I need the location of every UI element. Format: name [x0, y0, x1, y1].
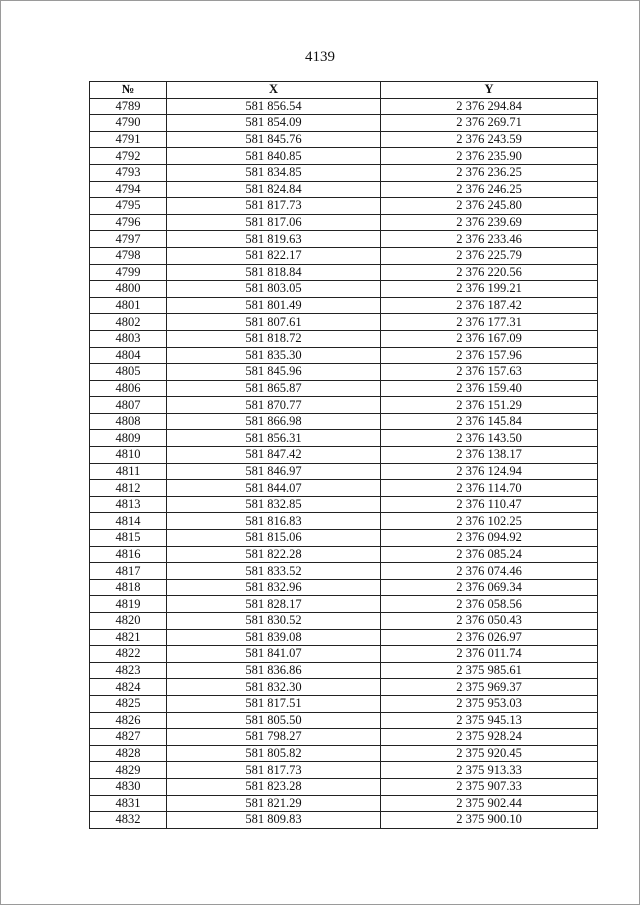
y-coordinate-cell: 2 376 151.29: [381, 397, 598, 414]
table-row: [90, 530, 598, 547]
table-row: [90, 729, 598, 746]
y-coordinate-cell: 2 376 058.56: [381, 596, 598, 613]
x-coordinate-cell: 581 834.85: [167, 164, 381, 181]
x-coordinate-cell: 581 828.17: [167, 596, 381, 613]
x-coordinate-cell: 581 819.63: [167, 231, 381, 248]
y-coordinate-cell: 2 376 246.25: [381, 181, 598, 198]
x-coordinate-cell: 581 801.49: [167, 297, 381, 314]
table-row: [90, 712, 598, 729]
x-coordinate-cell: 581 822.28: [167, 546, 381, 563]
x-coordinate-cell: 581 823.28: [167, 778, 381, 795]
point-number-cell: 4799: [90, 264, 167, 281]
table-row: [90, 231, 598, 248]
y-coordinate-cell: 2 375 928.24: [381, 729, 598, 746]
y-coordinate-cell: 2 376 177.31: [381, 314, 598, 331]
page-number: 4139: [305, 49, 335, 65]
table-row: [90, 430, 598, 447]
point-number-cell: 4802: [90, 314, 167, 331]
x-coordinate-cell: 581 847.42: [167, 447, 381, 464]
point-number-cell: 4829: [90, 762, 167, 779]
y-coordinate-cell: 2 375 913.33: [381, 762, 598, 779]
y-coordinate-cell: 2 376 269.71: [381, 115, 598, 132]
table-row: [90, 297, 598, 314]
point-number-cell: 4803: [90, 330, 167, 347]
table-row: [90, 563, 598, 580]
x-coordinate-cell: 581 817.06: [167, 214, 381, 231]
table-row: [90, 131, 598, 148]
table-row: [90, 679, 598, 696]
table-row: [90, 745, 598, 762]
x-coordinate-cell: 581 866.98: [167, 413, 381, 430]
x-coordinate-cell: 581 803.05: [167, 281, 381, 298]
x-coordinate-cell: 581 816.83: [167, 513, 381, 530]
y-coordinate-cell: 2 376 069.34: [381, 579, 598, 596]
x-coordinate-cell: 581 832.96: [167, 579, 381, 596]
y-coordinate-cell: 2 376 167.09: [381, 330, 598, 347]
point-number-cell: 4825: [90, 695, 167, 712]
point-number-cell: 4809: [90, 430, 167, 447]
x-coordinate-cell: 581 840.85: [167, 148, 381, 165]
table-row: [90, 795, 598, 812]
y-coordinate-cell: 2 376 233.46: [381, 231, 598, 248]
point-number-cell: 4790: [90, 115, 167, 132]
x-coordinate-cell: 581 839.08: [167, 629, 381, 646]
point-number-cell: 4815: [90, 530, 167, 547]
table-row: [90, 164, 598, 181]
y-coordinate-cell: 2 375 907.33: [381, 778, 598, 795]
table-row: [90, 264, 598, 281]
x-coordinate-cell: 581 824.84: [167, 181, 381, 198]
point-number-cell: 4806: [90, 380, 167, 397]
point-number-cell: 4811: [90, 463, 167, 480]
x-coordinate-cell: 581 846.97: [167, 463, 381, 480]
point-number-cell: 4800: [90, 281, 167, 298]
point-number-cell: 4816: [90, 546, 167, 563]
table-row: [90, 413, 598, 430]
header-number: №: [90, 82, 167, 99]
point-number-cell: 4808: [90, 413, 167, 430]
table-row: [90, 281, 598, 298]
table-row: [90, 330, 598, 347]
y-coordinate-cell: 2 376 235.90: [381, 148, 598, 165]
y-coordinate-cell: 2 375 902.44: [381, 795, 598, 812]
x-coordinate-cell: 581 798.27: [167, 729, 381, 746]
point-number-cell: 4819: [90, 596, 167, 613]
table-row: [90, 596, 598, 613]
point-number-cell: 4810: [90, 447, 167, 464]
y-coordinate-cell: 2 376 220.56: [381, 264, 598, 281]
table-row: [90, 347, 598, 364]
y-coordinate-cell: 2 376 074.46: [381, 563, 598, 580]
y-coordinate-cell: 2 376 157.63: [381, 364, 598, 381]
y-coordinate-cell: 2 376 138.17: [381, 447, 598, 464]
x-coordinate-cell: 581 817.73: [167, 762, 381, 779]
x-coordinate-cell: 581 830.52: [167, 613, 381, 630]
table-row: [90, 247, 598, 264]
x-coordinate-cell: 581 805.82: [167, 745, 381, 762]
table-row: [90, 646, 598, 663]
y-coordinate-cell: 2 376 085.24: [381, 546, 598, 563]
point-number-cell: 4793: [90, 164, 167, 181]
point-number-cell: 4813: [90, 496, 167, 513]
table-row: [90, 480, 598, 497]
point-number-cell: 4818: [90, 579, 167, 596]
table-row: [90, 463, 598, 480]
table-row: [90, 629, 598, 646]
coordinates-table: [89, 81, 598, 829]
point-number-cell: 4817: [90, 563, 167, 580]
y-coordinate-cell: 2 376 245.80: [381, 198, 598, 215]
table-row: [90, 380, 598, 397]
y-coordinate-cell: 2 376 159.40: [381, 380, 598, 397]
x-coordinate-cell: 581 844.07: [167, 480, 381, 497]
point-number-cell: 4798: [90, 247, 167, 264]
table-row: [90, 98, 598, 115]
y-coordinate-cell: 2 376 187.42: [381, 297, 598, 314]
point-number-cell: 4801: [90, 297, 167, 314]
point-number-cell: 4832: [90, 812, 167, 829]
table-row: [90, 778, 598, 795]
point-number-cell: 4820: [90, 613, 167, 630]
table-row: [90, 812, 598, 829]
y-coordinate-cell: 2 376 124.94: [381, 463, 598, 480]
x-coordinate-cell: 581 807.61: [167, 314, 381, 331]
point-number-cell: 4831: [90, 795, 167, 812]
table-row: [90, 214, 598, 231]
header-y: Y: [381, 82, 598, 99]
point-number-cell: 4791: [90, 131, 167, 148]
x-coordinate-cell: 581 809.83: [167, 812, 381, 829]
table-row: [90, 546, 598, 563]
x-coordinate-cell: 581 815.06: [167, 530, 381, 547]
y-coordinate-cell: 2 376 225.79: [381, 247, 598, 264]
x-coordinate-cell: 581 833.52: [167, 563, 381, 580]
point-number-cell: 4795: [90, 198, 167, 215]
x-coordinate-cell: 581 832.30: [167, 679, 381, 696]
x-coordinate-cell: 581 870.77: [167, 397, 381, 414]
y-coordinate-cell: 2 376 026.97: [381, 629, 598, 646]
y-coordinate-cell: 2 376 294.84: [381, 98, 598, 115]
point-number-cell: 4792: [90, 148, 167, 165]
x-coordinate-cell: 581 835.30: [167, 347, 381, 364]
table-row: [90, 115, 598, 132]
table-row: [90, 364, 598, 381]
table-row: [90, 397, 598, 414]
x-coordinate-cell: 581 818.72: [167, 330, 381, 347]
table-row: [90, 148, 598, 165]
table-header-row: [90, 82, 598, 99]
table-row: [90, 695, 598, 712]
x-coordinate-cell: 581 856.31: [167, 430, 381, 447]
point-number-cell: 4824: [90, 679, 167, 696]
x-coordinate-cell: 581 832.85: [167, 496, 381, 513]
y-coordinate-cell: 2 376 102.25: [381, 513, 598, 530]
point-number-cell: 4796: [90, 214, 167, 231]
x-coordinate-cell: 581 822.17: [167, 247, 381, 264]
point-number-cell: 4805: [90, 364, 167, 381]
table-row: [90, 662, 598, 679]
x-coordinate-cell: 581 865.87: [167, 380, 381, 397]
y-coordinate-cell: 2 375 953.03: [381, 695, 598, 712]
y-coordinate-cell: 2 375 969.37: [381, 679, 598, 696]
point-number-cell: 4797: [90, 231, 167, 248]
y-coordinate-cell: 2 376 050.43: [381, 613, 598, 630]
y-coordinate-cell: 2 376 157.96: [381, 347, 598, 364]
point-number-cell: 4807: [90, 397, 167, 414]
x-coordinate-cell: 581 854.09: [167, 115, 381, 132]
y-coordinate-cell: 2 376 110.47: [381, 496, 598, 513]
table-row: [90, 579, 598, 596]
point-number-cell: 4821: [90, 629, 167, 646]
header-x: X: [167, 82, 381, 99]
y-coordinate-cell: 2 376 239.69: [381, 214, 598, 231]
point-number-cell: 4789: [90, 98, 167, 115]
y-coordinate-cell: 2 376 236.25: [381, 164, 598, 181]
point-number-cell: 4814: [90, 513, 167, 530]
y-coordinate-cell: 2 375 900.10: [381, 812, 598, 829]
table-row: [90, 314, 598, 331]
table-row: [90, 762, 598, 779]
point-number-cell: 4828: [90, 745, 167, 762]
point-number-cell: 4827: [90, 729, 167, 746]
y-coordinate-cell: 2 375 945.13: [381, 712, 598, 729]
y-coordinate-cell: 2 375 985.61: [381, 662, 598, 679]
point-number-cell: 4812: [90, 480, 167, 497]
table-row: [90, 513, 598, 530]
point-number-cell: 4823: [90, 662, 167, 679]
point-number-cell: 4794: [90, 181, 167, 198]
y-coordinate-cell: 2 376 145.84: [381, 413, 598, 430]
y-coordinate-cell: 2 376 114.70: [381, 480, 598, 497]
point-number-cell: 4804: [90, 347, 167, 364]
table-row: [90, 447, 598, 464]
y-coordinate-cell: 2 375 920.45: [381, 745, 598, 762]
table-row: [90, 198, 598, 215]
y-coordinate-cell: 2 376 011.74: [381, 646, 598, 663]
x-coordinate-cell: 581 836.86: [167, 662, 381, 679]
x-coordinate-cell: 581 805.50: [167, 712, 381, 729]
y-coordinate-cell: 2 376 199.21: [381, 281, 598, 298]
x-coordinate-cell: 581 817.73: [167, 198, 381, 215]
table-row: [90, 496, 598, 513]
x-coordinate-cell: 581 845.76: [167, 131, 381, 148]
point-number-cell: 4826: [90, 712, 167, 729]
table-row: [90, 613, 598, 630]
x-coordinate-cell: 581 845.96: [167, 364, 381, 381]
x-coordinate-cell: 581 841.07: [167, 646, 381, 663]
point-number-cell: 4830: [90, 778, 167, 795]
y-coordinate-cell: 2 376 143.50: [381, 430, 598, 447]
point-number-cell: 4822: [90, 646, 167, 663]
x-coordinate-cell: 581 821.29: [167, 795, 381, 812]
x-coordinate-cell: 581 856.54: [167, 98, 381, 115]
y-coordinate-cell: 2 376 094.92: [381, 530, 598, 547]
x-coordinate-cell: 581 818.84: [167, 264, 381, 281]
table-row: [90, 181, 598, 198]
x-coordinate-cell: 581 817.51: [167, 695, 381, 712]
y-coordinate-cell: 2 376 243.59: [381, 131, 598, 148]
